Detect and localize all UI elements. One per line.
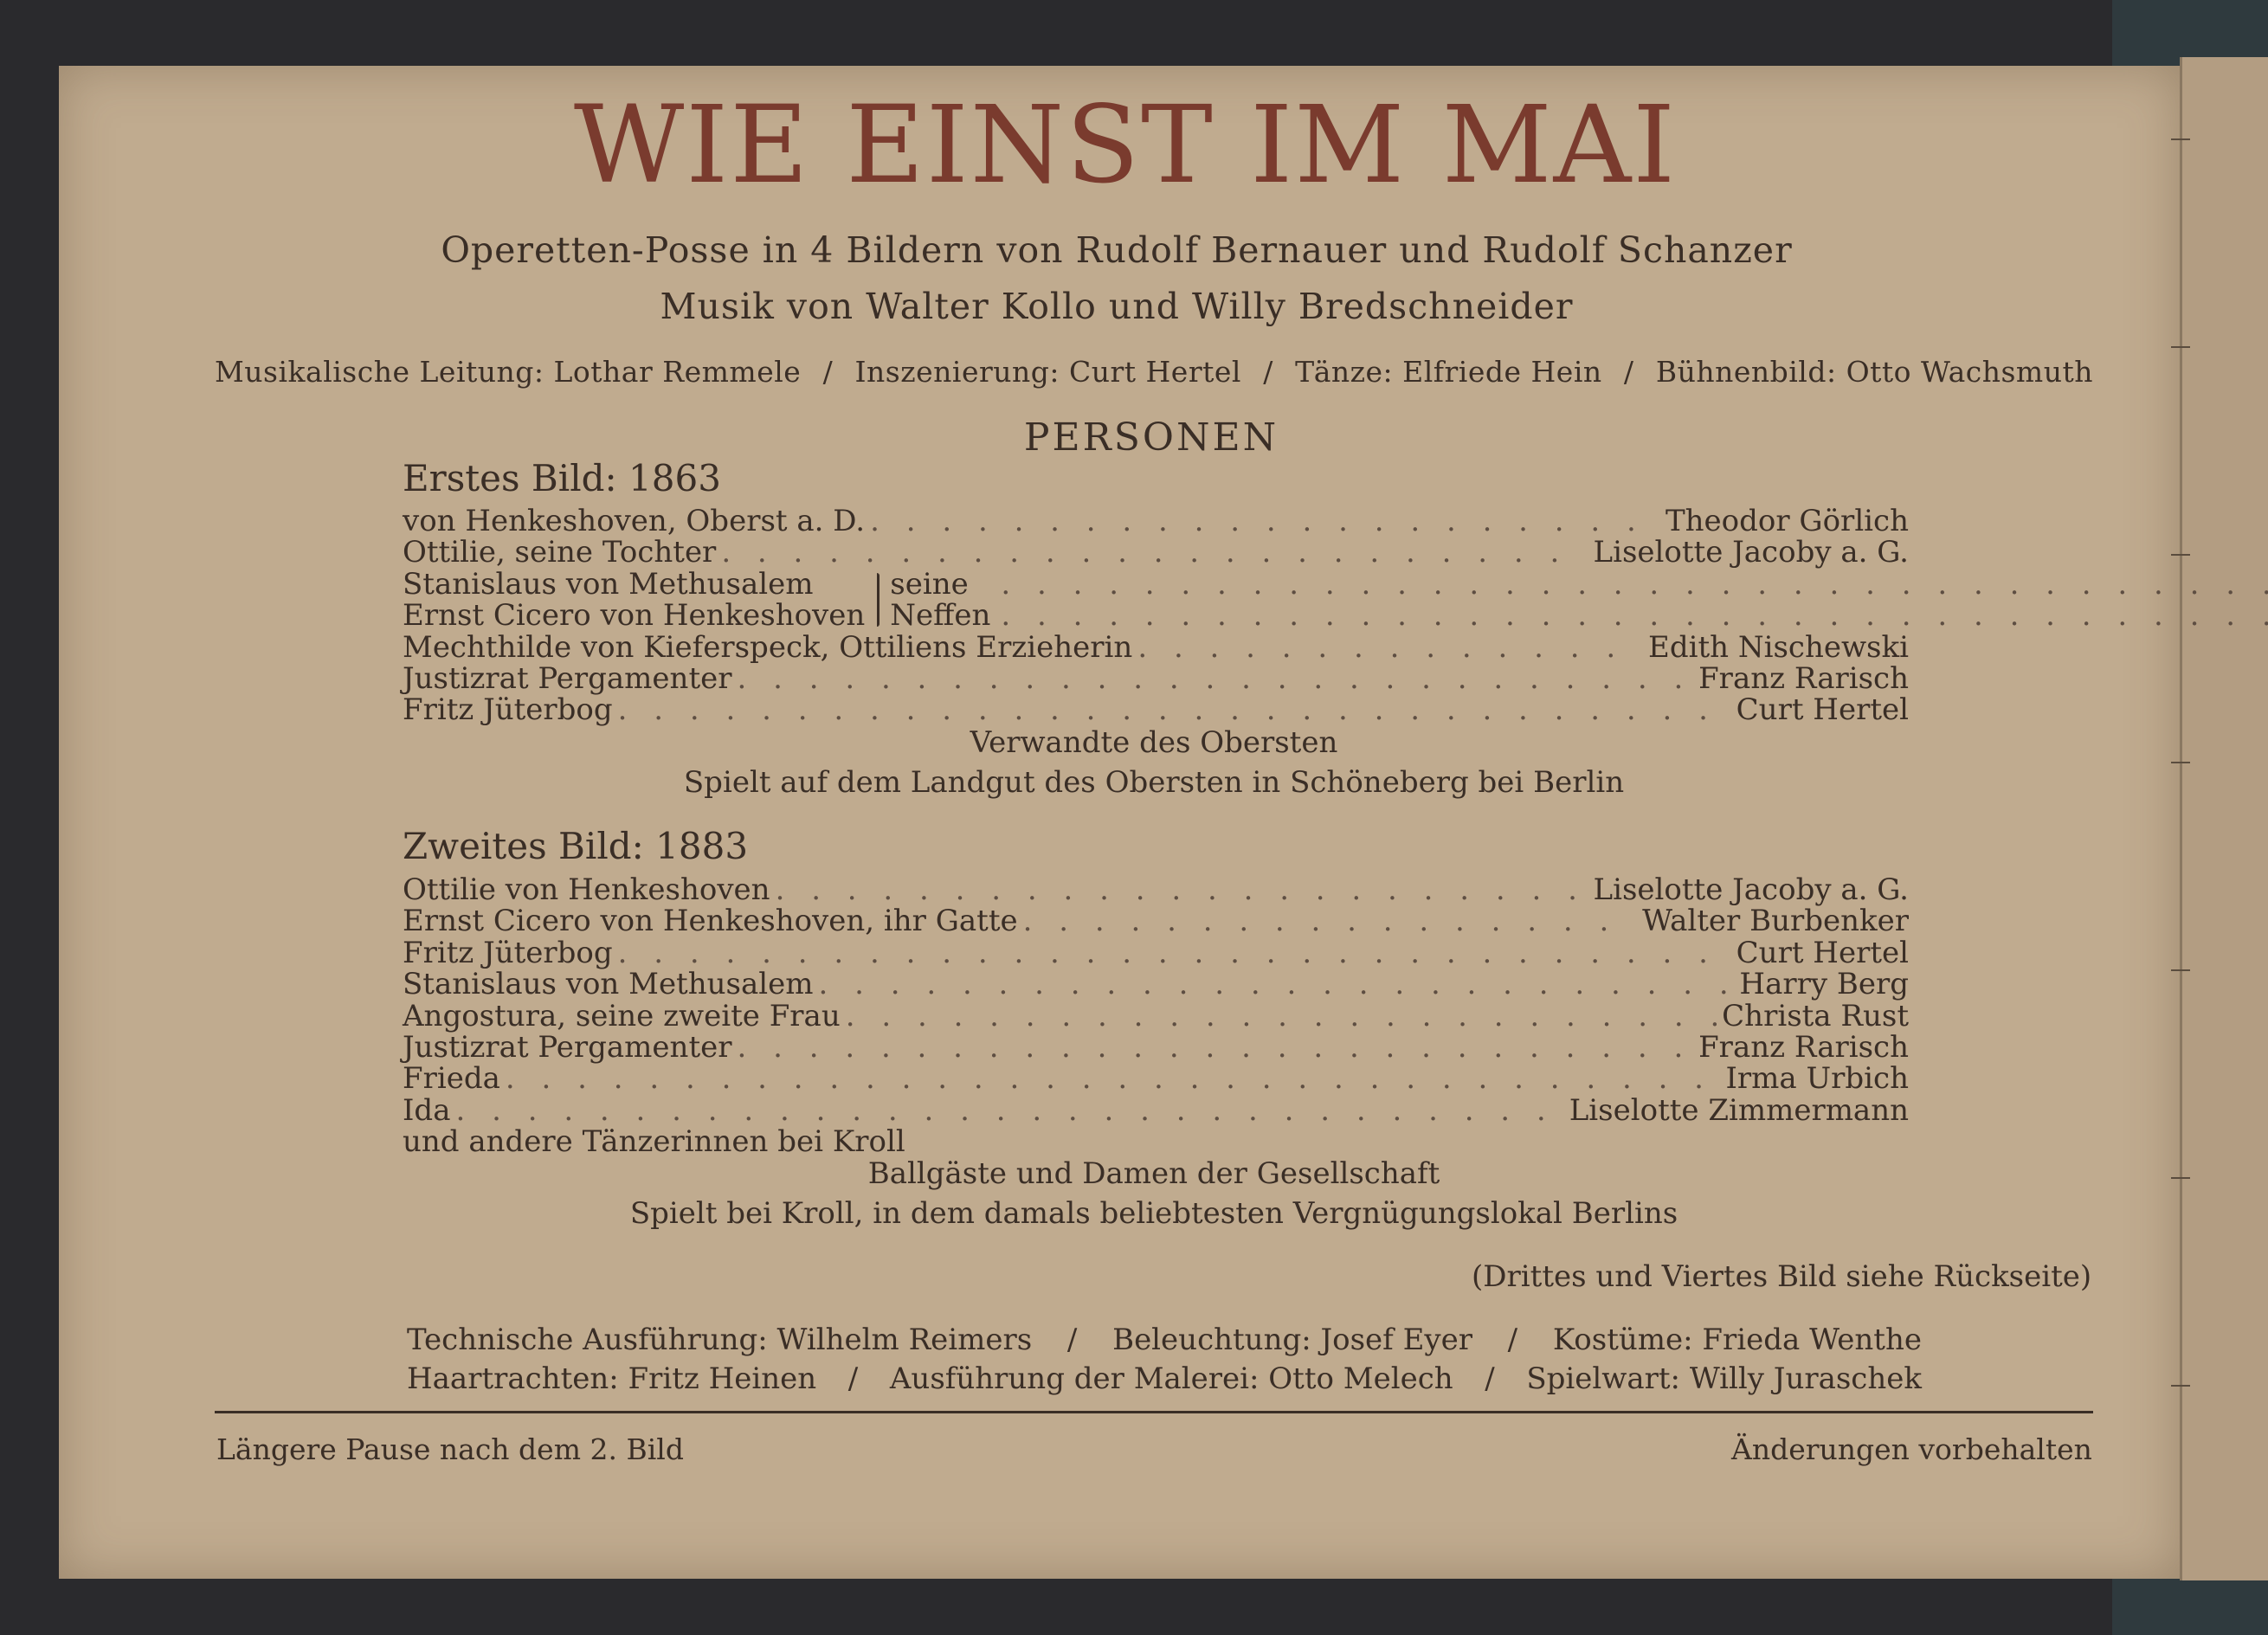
cast-row bbox=[403, 1092, 1909, 1128]
dot-leader bbox=[846, 1001, 1717, 1032]
dot-leader bbox=[506, 1063, 1721, 1094]
actor-name: Franz Rarisch bbox=[1698, 660, 1909, 696]
cast-row bbox=[403, 629, 1909, 665]
credits-line bbox=[215, 355, 2093, 389]
setting-bild1: Spielt auf dem Landgut des Obersten in Schöneberg bei Berlin bbox=[683, 765, 1625, 800]
separator: / bbox=[1623, 355, 1634, 389]
dot-leader bbox=[1001, 569, 2268, 600]
binding-stitch bbox=[2171, 762, 2190, 763]
cast-row bbox=[403, 998, 1909, 1033]
dot-leader bbox=[455, 1095, 1563, 1126]
subtitle-music: Musik von Walter Kollo und Willy Bredschneider bbox=[660, 286, 1574, 327]
role-name: Mechthilde von Kieferspeck, Ottiliens Erzieherin bbox=[403, 629, 1133, 665]
curly-brace bbox=[877, 573, 879, 627]
setting-bild2: Spielt bei Kroll, in dem damals beliebtesten Vergnügungslokal Berlins bbox=[629, 1196, 1678, 1231]
cast-row bbox=[403, 1061, 1909, 1097]
divider bbox=[215, 1411, 2093, 1413]
role-name: von Henkeshoven, Oberst a. D. bbox=[403, 503, 866, 538]
page-title: WIE EINST IM MAI bbox=[573, 83, 1678, 208]
role-name: Stanislaus von Methusalem bbox=[403, 566, 814, 602]
cast-row bbox=[403, 905, 1909, 937]
role-name: Ernst Cicero von Henkeshoven bbox=[403, 598, 866, 634]
extras-bild2: Ballgäste und Damen der Gesellschaft bbox=[867, 1156, 1440, 1191]
cast-row bbox=[403, 1029, 1909, 1065]
section-heading-bild1: Erstes Bild: 1863 bbox=[403, 457, 721, 499]
extra-line: und andere Tänzerinnen bei Kroll bbox=[403, 1124, 905, 1160]
brace-group bbox=[403, 566, 1909, 634]
cast-row bbox=[403, 505, 1909, 537]
cast-list-bild2 bbox=[403, 874, 1909, 1158]
dot-leader bbox=[737, 1032, 1693, 1063]
brace-label: seine Neffen bbox=[890, 566, 991, 634]
actor-name: Irma Urbich bbox=[1725, 1061, 1909, 1097]
role-name: Ida bbox=[403, 1092, 451, 1128]
role-name: Stanislaus von Methusalem bbox=[403, 967, 814, 1002]
role-name: Angostura, seine zweite Frau bbox=[403, 998, 841, 1033]
cast-row bbox=[403, 1124, 1909, 1160]
credit-hair: Haartrachten: Fritz Heinen bbox=[407, 1361, 817, 1396]
brace-roles bbox=[403, 566, 866, 634]
credit-musical-direction: Musikalische Leitung: Lothar Remmele bbox=[215, 355, 802, 389]
binding-stitch bbox=[2171, 1385, 2190, 1387]
separator: / bbox=[1066, 1323, 1078, 1357]
credit-costumes: Kostüme: Frieda Wenthe bbox=[1552, 1323, 1922, 1357]
role-name: Ottilie von Henkeshoven bbox=[403, 872, 770, 907]
dot-leader bbox=[1001, 600, 2268, 631]
credit-staging: Inszenierung: Curt Hertel bbox=[854, 355, 1241, 389]
separator: / bbox=[1263, 355, 1273, 389]
dot-leader bbox=[870, 505, 1660, 537]
dot-leader bbox=[776, 874, 1588, 905]
separator: / bbox=[1507, 1323, 1518, 1357]
role-name: Frieda bbox=[403, 1061, 500, 1097]
cast-row bbox=[403, 537, 1909, 568]
brace-actors bbox=[995, 569, 2268, 632]
dot-leader bbox=[721, 537, 1588, 568]
role-name: Ernst Cicero von Henkeshoven, ihr Gatte bbox=[403, 904, 1018, 939]
dot-leader bbox=[618, 937, 1731, 969]
technical-credits-1 bbox=[407, 1323, 1922, 1357]
role-name: Fritz Jüterbog bbox=[403, 692, 613, 728]
binding-stitch bbox=[2171, 969, 2190, 971]
actor-name: Theodor Görlich bbox=[1665, 503, 1909, 538]
actor-name: Curt Hertel bbox=[1736, 935, 1909, 970]
credit-technical: Technische Ausführung: Wilhelm Reimers bbox=[407, 1323, 1033, 1357]
footer-changes-note: Änderungen vorbehalten bbox=[1731, 1432, 2092, 1466]
separator: / bbox=[847, 1361, 859, 1396]
separator: / bbox=[822, 355, 834, 389]
actor-name: Edith Nischewski bbox=[1648, 629, 1909, 665]
credit-stage-manager: Spielwart: Willy Juraschek bbox=[1526, 1361, 1922, 1396]
cast-row bbox=[403, 937, 1909, 969]
cast-row bbox=[403, 692, 1909, 728]
section-heading-bild2: Zweites Bild: 1883 bbox=[403, 825, 749, 867]
cast-row bbox=[995, 600, 2268, 631]
extras-bild1: Verwandte des Obersten bbox=[970, 725, 1338, 760]
role-name: Fritz Jüterbog bbox=[403, 935, 613, 970]
actor-name: Liselotte Jacoby a. G. bbox=[1593, 535, 1909, 570]
role-name: Ottilie, seine Tochter bbox=[403, 535, 717, 570]
credit-dances: Tänze: Elfriede Hein bbox=[1295, 355, 1602, 389]
actor-name: Franz Rarisch bbox=[1698, 1029, 1909, 1065]
back-page-note: (Drittes und Viertes Bild siehe Rückseite) bbox=[1472, 1259, 2092, 1294]
separator: / bbox=[1485, 1361, 1495, 1396]
cast-row bbox=[995, 569, 2268, 600]
credit-stage-design: Bühnenbild: Otto Wachsmuth bbox=[1655, 355, 2093, 389]
dot-leader bbox=[1137, 632, 1643, 663]
actor-name: Curt Hertel bbox=[1736, 692, 1909, 728]
cast-row bbox=[403, 874, 1909, 905]
credit-painting: Ausführung der Malerei: Otto Melech bbox=[889, 1361, 1453, 1396]
actor-name: Harry Berg bbox=[1739, 967, 1909, 1002]
credit-lighting: Beleuchtung: Josef Eyer bbox=[1112, 1323, 1472, 1357]
cast-list-bild1 bbox=[403, 505, 1909, 726]
actor-name: Walter Burbenker bbox=[1642, 904, 1909, 939]
binding-stitch bbox=[2171, 346, 2190, 348]
actor-name: Christa Rust bbox=[1722, 998, 1909, 1033]
dot-leader bbox=[737, 663, 1693, 694]
role-name: Justizrat Pergamenter bbox=[403, 660, 732, 696]
dot-leader bbox=[1023, 905, 1637, 937]
personen-heading: PERSONEN bbox=[1023, 415, 1279, 460]
dot-leader bbox=[818, 969, 1734, 1000]
footer-pause-note: Längere Pause nach dem 2. Bild bbox=[216, 1432, 684, 1466]
subtitle-authors: Operetten-Posse in 4 Bildern von Rudolf Bernauer und Rudolf Schanzer bbox=[441, 229, 1793, 271]
dot-leader bbox=[618, 694, 1731, 725]
technical-credits-2 bbox=[407, 1361, 1922, 1396]
actor-name: Liselotte Zimmermann bbox=[1569, 1092, 1909, 1128]
binding-stitch bbox=[2171, 554, 2190, 556]
cast-row bbox=[403, 969, 1909, 1000]
actor-name: Liselotte Jacoby a. G. bbox=[1593, 872, 1909, 907]
cast-row bbox=[403, 660, 1909, 696]
role-name: Justizrat Pergamenter bbox=[403, 1029, 732, 1065]
